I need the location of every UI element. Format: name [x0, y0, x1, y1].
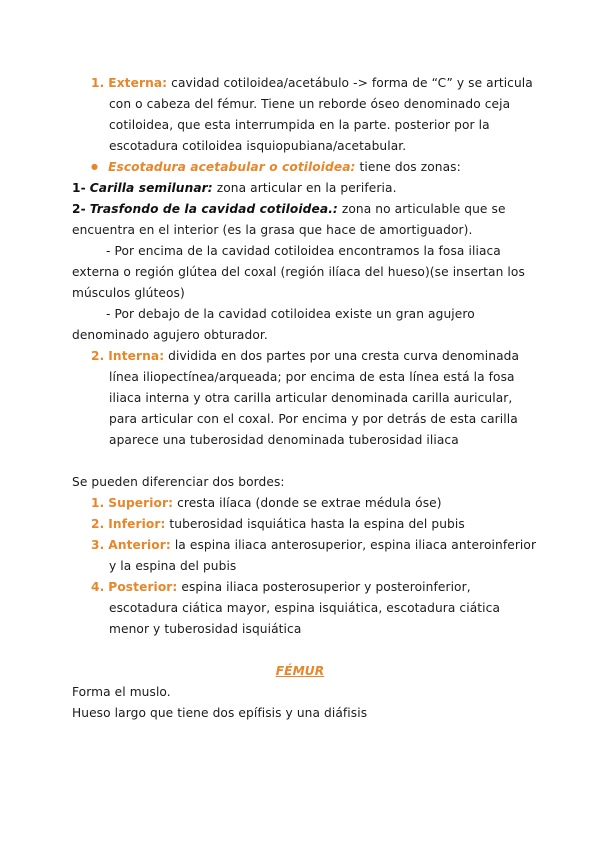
interna-line-4: para articular con el coxal. Por encima y por detrás de esta carilla: [109, 412, 518, 426]
externa-number: 1.: [91, 76, 105, 90]
encima-line-1: - Por encima de la cavidad cotiloidea encontramos la fosa iliaca: [106, 244, 501, 258]
trasfondo-number: 2-: [72, 202, 86, 216]
borde-inferior-text: tuberosidad isquiática hasta la espina del pubis: [165, 517, 465, 531]
debajo-line-1: - Por debajo de la cavidad cotiloidea existe un gran agujero: [106, 307, 475, 321]
borde-inferior-number: 2.: [91, 517, 105, 531]
femur-title: FÉMUR: [275, 664, 325, 678]
interna-line-5: aparece una tuberosidad denominada tuberosidad iliaca: [109, 433, 459, 447]
carilla-line: [72, 180, 397, 196]
borde-superior-label: Superior:: [108, 496, 174, 510]
interna-text-1: dividida en dos partes por una cresta curva denominada: [164, 349, 520, 363]
borde-posterior-line-3: menor y tuberosidad isquiática: [109, 622, 302, 636]
interna-number: 2.: [91, 349, 105, 363]
externa-line-4: escotadura cotiloidea isquiopubiana/acetabular.: [109, 139, 407, 153]
borde-posterior-line-1: [91, 579, 471, 595]
borde-anterior-line-1: [91, 537, 536, 553]
borde-posterior-text-1: espina iliaca posterosuperior y posteroinferior,: [177, 580, 471, 594]
encima-line-2: externa o región glútea del coxal (región ilíaca del hueso)(se insertan los: [72, 265, 525, 279]
carilla-label: Carilla semilunar:: [89, 181, 213, 195]
escotadura-text: tiene dos zonas:: [355, 160, 461, 174]
escotadura-line: [91, 159, 461, 175]
bordes-intro: Se pueden diferenciar dos bordes:: [72, 475, 285, 489]
interna-label: Interna:: [108, 349, 165, 363]
externa-line-3: cotiloidea, que esta interrumpida en la parte. posterior por la: [109, 118, 490, 132]
externa-text-1: cavidad cotiloidea/acetábulo -> forma de “C” y se articula: [167, 76, 533, 90]
externa-label: Externa:: [108, 76, 168, 90]
carilla-text: zona articular en la periferia.: [212, 181, 397, 195]
trasfondo-line-1: [72, 201, 506, 217]
femur-line-1: Forma el muslo.: [72, 685, 171, 699]
carilla-number: 1-: [72, 181, 86, 195]
externa-line-1: [91, 75, 533, 91]
borde-anterior-label: Anterior:: [108, 538, 171, 552]
externa-line-2: con o cabeza del fémur. Tiene un reborde óseo denominado ceja: [109, 97, 511, 111]
bullet-icon: ●: [91, 162, 99, 171]
femur-line-2: Hueso largo que tiene dos epífisis y una diáfisis: [72, 706, 368, 720]
borde-inferior: [91, 516, 465, 532]
interna-line-2: línea iliopectínea/arqueada; por encima de esta línea está la fosa: [109, 370, 515, 384]
borde-anterior-line-2: y la espina del pubis: [109, 559, 237, 573]
borde-posterior-number: 4.: [91, 580, 105, 594]
borde-anterior-number: 3.: [91, 538, 105, 552]
borde-inferior-label: Inferior:: [108, 517, 166, 531]
trasfondo-label: Trasfondo de la cavidad cotiloidea.:: [89, 202, 338, 216]
debajo-line-2: denominado agujero obturador.: [72, 328, 268, 342]
borde-posterior-label: Posterior:: [108, 580, 178, 594]
borde-superior-text: cresta ilíaca (donde se extrae médula óse): [173, 496, 442, 510]
borde-superior: [91, 495, 442, 511]
encima-line-3: músculos glúteos): [72, 286, 185, 300]
trasfondo-text-1: zona no articulable que se: [337, 202, 506, 216]
borde-posterior-line-2: escotadura ciática mayor, espina isquiática, escotadura ciática: [109, 601, 501, 615]
trasfondo-line-2: encuentra en el interior (es la grasa que hace de amortiguador).: [72, 223, 473, 237]
interna-line-3: iliaca interna y otra carilla articular denominada carilla auricular,: [109, 391, 513, 405]
borde-superior-number: 1.: [91, 496, 105, 510]
interna-line-1: [91, 348, 519, 364]
borde-anterior-text-1: la espina iliaca anterosuperior, espina iliaca anteroinferior: [170, 538, 537, 552]
escotadura-label: Escotadura acetabular o cotiloidea:: [108, 160, 356, 174]
